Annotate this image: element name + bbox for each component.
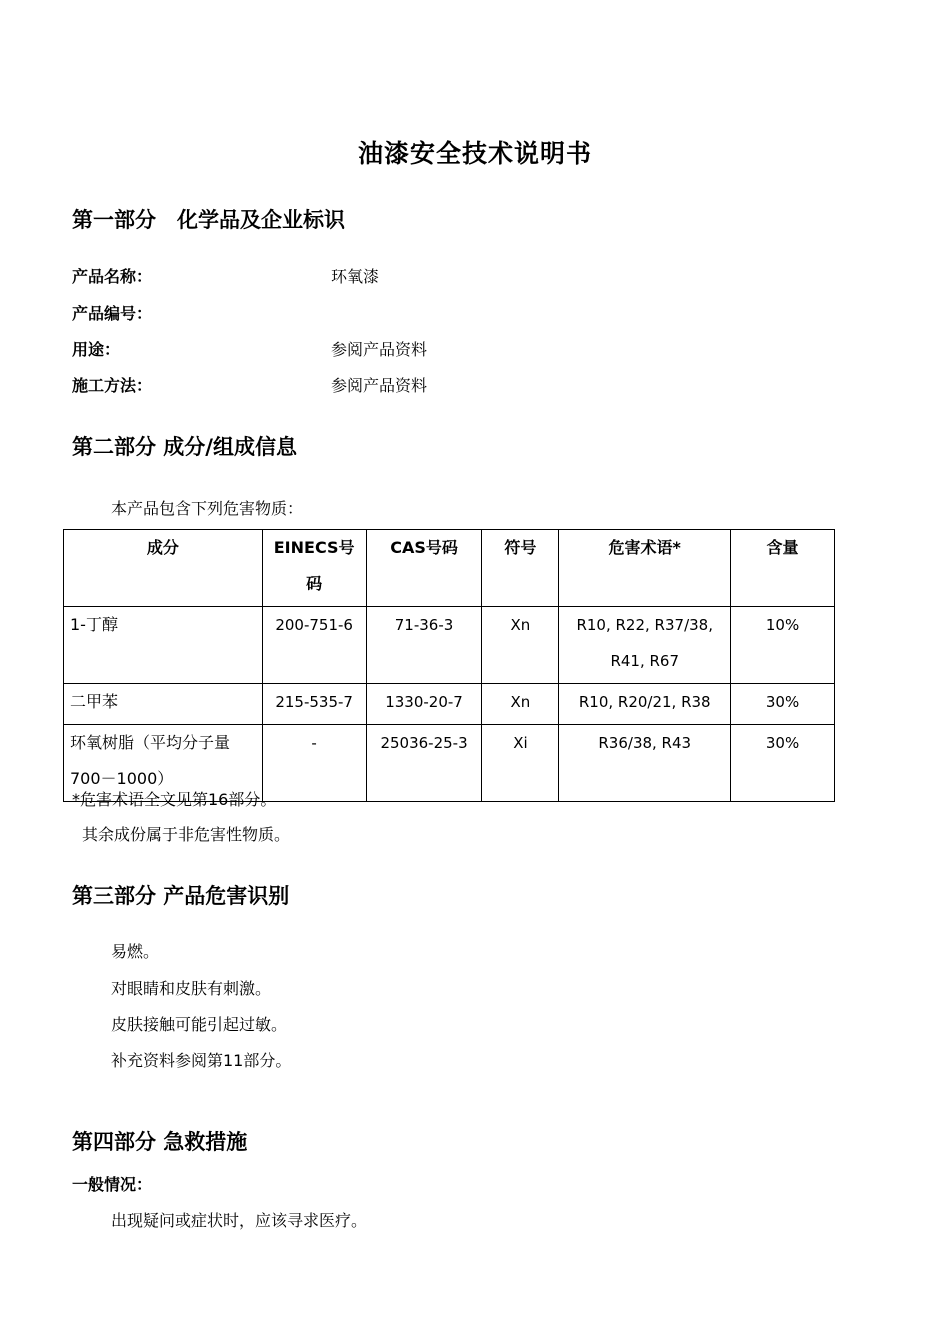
field-label-application-method: 施工方法：	[72, 376, 153, 395]
table-header-cell: 含量	[731, 530, 835, 607]
table-cell: Xn	[482, 684, 559, 725]
table-cell: 200-751-6	[262, 607, 366, 684]
table-header-cell: EINECS号码	[262, 530, 366, 607]
table-row	[64, 607, 835, 684]
section2-note-other: 其余成份属于非危害性物质。	[82, 825, 291, 844]
table-cell: 215-535-7	[262, 684, 366, 725]
table-header-row	[64, 530, 835, 607]
hazard-item: 易燃。	[111, 942, 160, 961]
section2-heading: 第二部分 成分/组成信息	[72, 435, 297, 459]
hazard-item: 对眼睛和皮肤有刺激。	[111, 979, 272, 998]
table-header-cell: 危害术语*	[559, 530, 731, 607]
table-cell: R10, R22, R37/38, R41, R67	[559, 607, 731, 684]
section4-text: 出现疑问或症状时，应该寻求医疗。	[111, 1211, 368, 1230]
section2-intro: 本产品包含下列危害物质：	[111, 499, 304, 518]
table-cell: 1330-20-7	[366, 684, 482, 725]
table-header-cell: 符号	[482, 530, 559, 607]
hazard-item: 皮肤接触可能引起过敏。	[111, 1015, 288, 1034]
section3-heading: 第三部分 产品危害识别	[72, 884, 290, 908]
table-header-cell: 成分	[64, 530, 263, 607]
table-cell: 环氧树脂（平均分子量700－1000）	[64, 725, 263, 802]
section2-note-footnote: *危害术语全文见第16部分。	[72, 790, 277, 809]
table-cell: 30%	[731, 684, 835, 725]
table-cell: 二甲苯	[64, 684, 263, 725]
field-label-usage: 用途：	[72, 340, 121, 359]
section1-heading: 第一部分 化学品及企业标识	[72, 208, 345, 232]
table-cell: -	[262, 725, 366, 802]
field-label-product-name: 产品名称：	[72, 267, 153, 286]
table-cell: 10%	[731, 607, 835, 684]
table-cell: Xi	[482, 725, 559, 802]
table-header-cell: CAS号码	[366, 530, 482, 607]
section4-subheading: 一般情况：	[72, 1175, 153, 1194]
section4-heading: 第四部分 急救措施	[72, 1130, 248, 1154]
hazard-item: 补充资料参阅第11部分。	[111, 1051, 292, 1070]
field-label-product-code: 产品编号：	[72, 304, 153, 323]
table-cell: 30%	[731, 725, 835, 802]
field-value-application-method: 参阅产品资料	[331, 376, 428, 395]
table-cell: R10, R20/21, R38	[559, 684, 731, 725]
composition-table	[63, 529, 835, 802]
table-cell: 71-36-3	[366, 607, 482, 684]
field-value-usage: 参阅产品资料	[331, 340, 428, 359]
table-cell: 25036-25-3	[366, 725, 482, 802]
table-cell: R36/38, R43	[559, 725, 731, 802]
document-title: 油漆安全技术说明书	[357, 139, 592, 168]
table-cell: 1-丁醇	[64, 607, 263, 684]
field-value-product-name: 环氧漆	[331, 267, 380, 286]
table-cell: Xn	[482, 607, 559, 684]
table-row	[64, 684, 835, 725]
